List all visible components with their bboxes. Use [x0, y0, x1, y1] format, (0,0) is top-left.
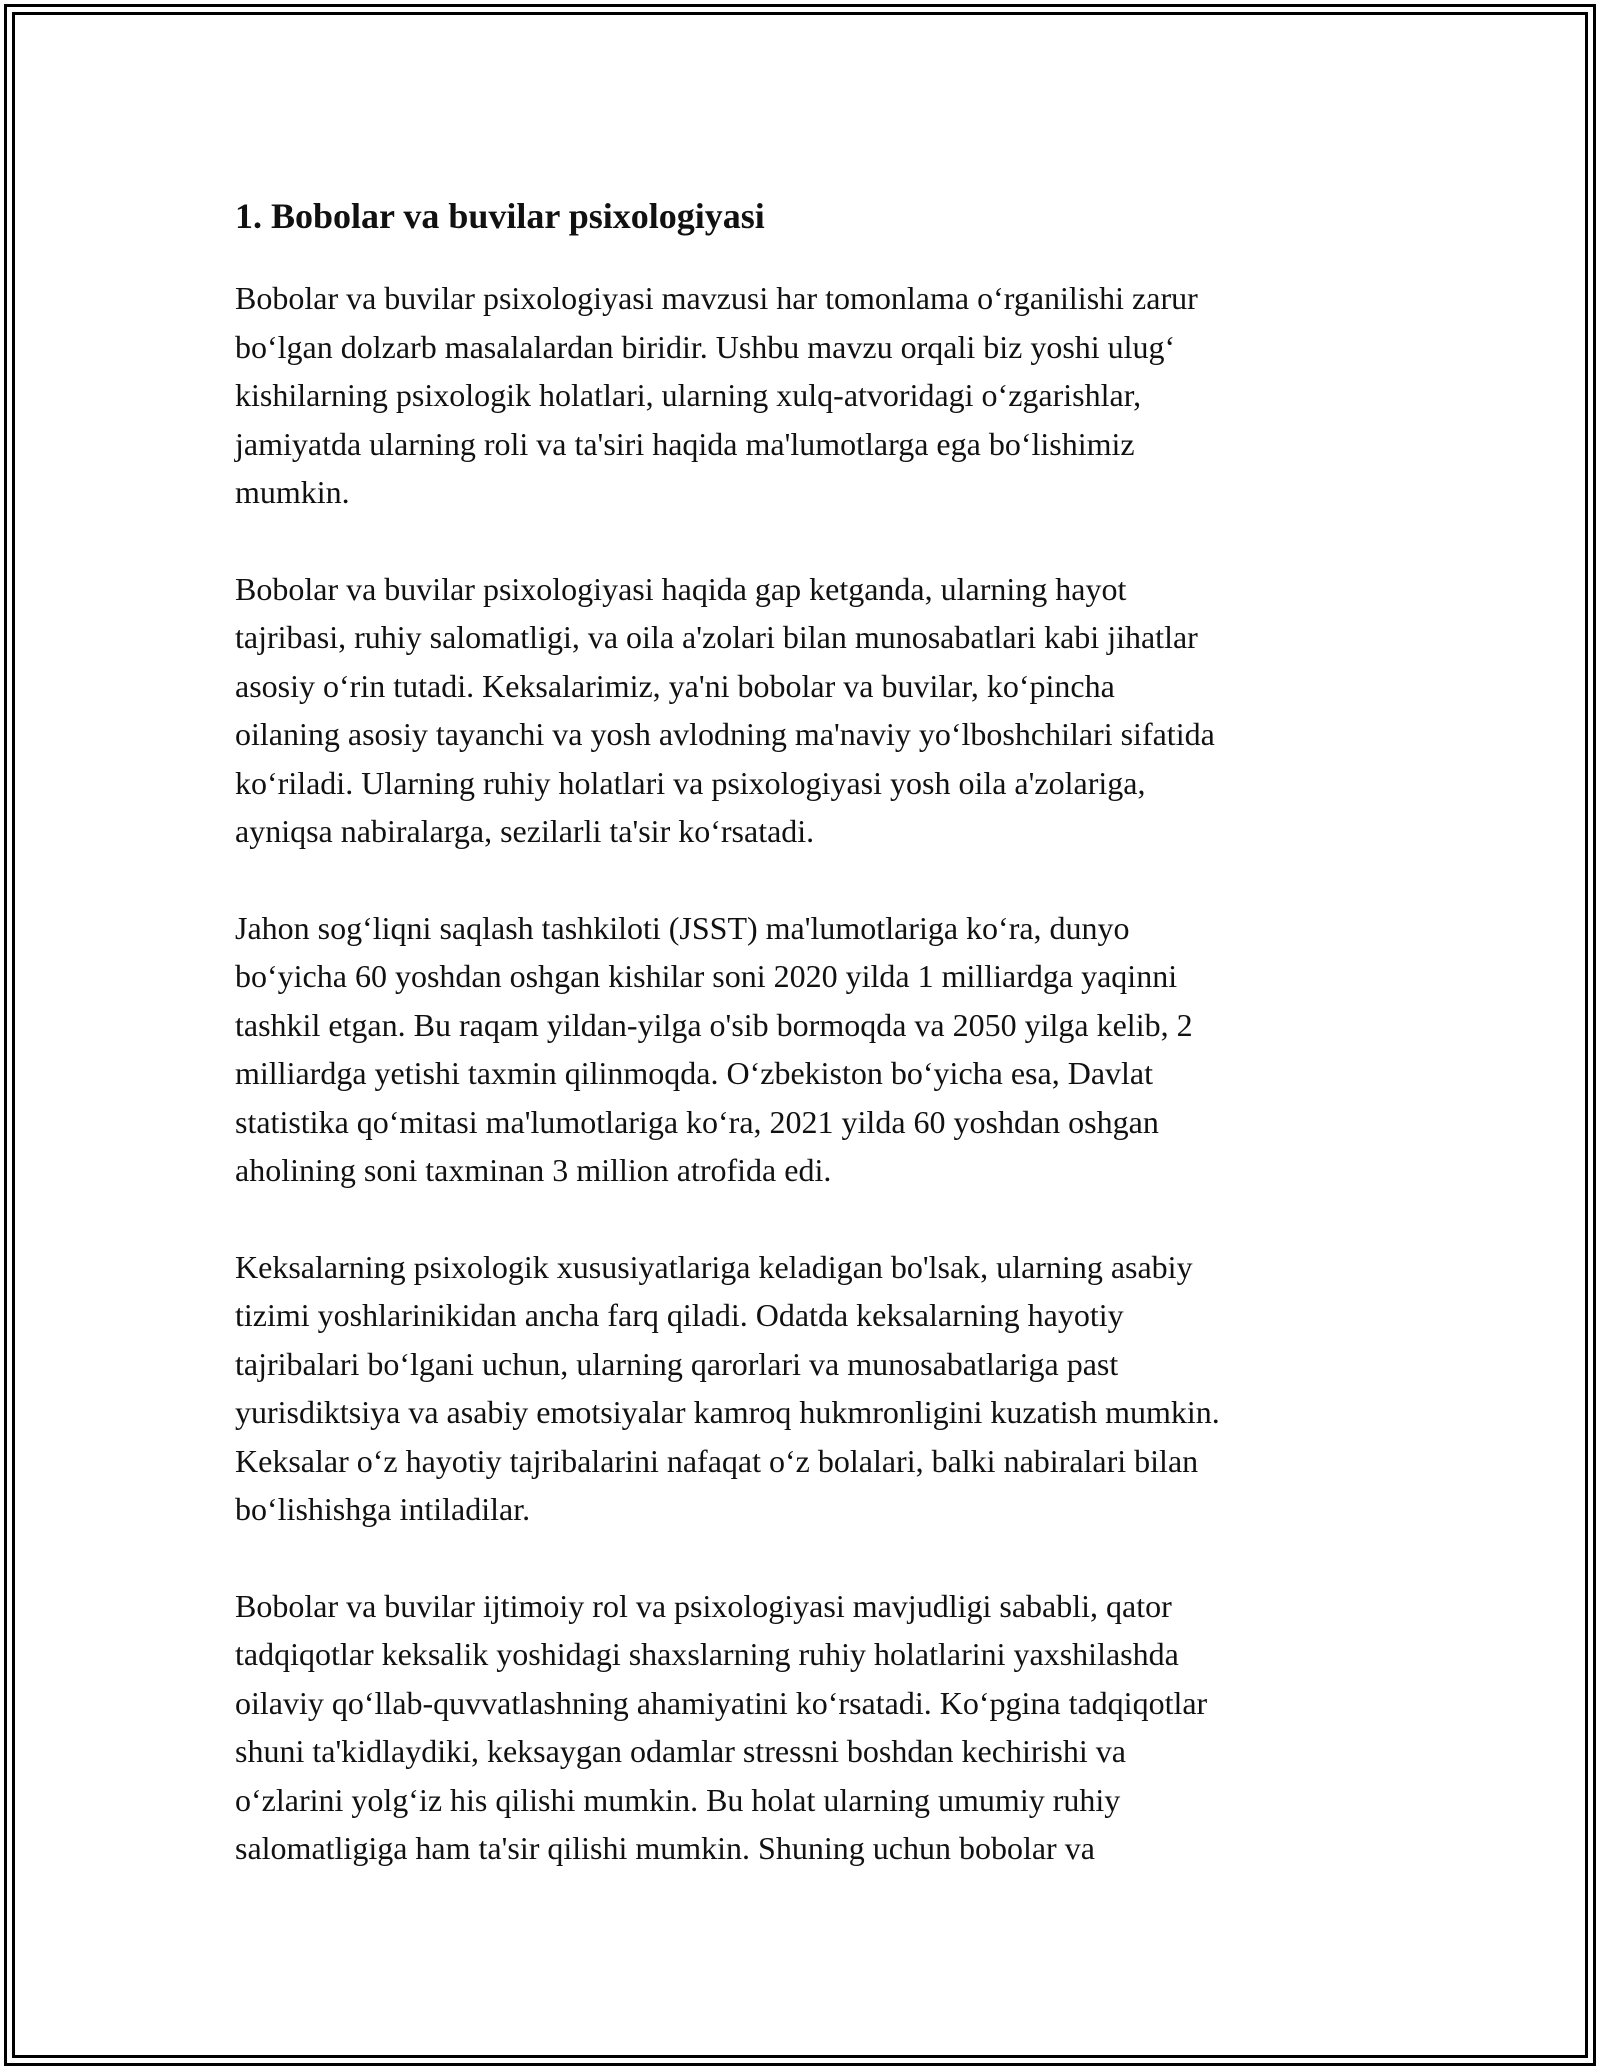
- paragraph-psychological-traits: Keksalarning psixologik xususiyatlariga keladigan bo'lsak, ularning asabiy tizimi yoshlarinikidan ancha farq qiladi. Odatda keksalarning hayotiy tajribalari boʻlgani uchun, ularning qarorlari va munosabatlariga past yurisdiktsiya va asabiy emotsiyalar kamroq hukmronligini kuzatish mumkin. Keksalar oʻz hayotiy tajribalarini nafaqat oʻz bolalari, balki nabiralari bilan boʻlishishga intiladilar.: [235, 1248, 1220, 1527]
- paragraph-life-experience: Bobolar va buvilar psixologiyasi haqida gap ketganda, ularning hayot tajribasi, ruhiy salomatligi, va oila a'zolari bilan munosabatlari kabi jihatlar asosiy oʻrin tutadi. Keksalarimiz, ya'ni bobolar va buvilar, koʻpincha oilaning asosiy tayanchi va yosh avlodning ma'naviy yoʻlboshchilari sifatida koʻriladi. Ularning ruhiy holatlari va psixologiyasi yosh oila a'zolariga, ayniqsa nabiralarga, sezilarli ta'sir koʻrsatadi.: [235, 570, 1215, 849]
- paragraph-statistics: Jahon sogʻliqni saqlash tashkiloti (JSST) ma'lumotlariga koʻra, dunyo boʻyicha 60 yoshdan oshgan kishilar soni 2020 yilda 1 milliardga yaqinni tashkil etgan. Bu raqam yildan-yilga o'sib bormoqda va 2050 yilga kelib, 2 milliardga yetishi taxmin qilinmoqda. Oʻzbekiston boʻyicha esa, Davlat statistika qoʻmitasi ma'lumotlariga koʻra, 2021 yilda 60 yoshdan oshgan aholining soni taxminan 3 million atrofida edi.: [235, 909, 1193, 1188]
- section-heading: 1. Bobolar va buvilar psixologiyasi: [235, 196, 765, 236]
- paragraph-intro: Bobolar va buvilar psixologiyasi mavzusi har tomonlama oʻrganilishi zarur boʻlgan dolzarb masalalardan biridir. Ushbu mavzu orqali biz yoshi ulugʻ kishilarning psixologik holatlari, ularning xulq-atvoridagi oʻzgarishlar, jamiyatda ularning roli va ta'siri haqida ma'lumotlarga ega boʻlishimiz mumkin.: [235, 280, 1198, 510]
- document-body: [235, 186, 1365, 1921]
- paragraph-social-role: Bobolar va buvilar ijtimoiy rol va psixologiyasi mavjudligi sababli, qator tadqiqotlar keksalik yoshidagi shaxslarning ruhiy holatlarini yaxshilashda oilaviy qoʻllab-quvvatlashning ahamiyatini koʻrsatadi. Koʻpgina tadqiqotlar shuni ta'kidlaydiki, keksaygan odamlar stressni boshdan kechirishi va oʻzlarini yolgʻiz his qilishi mumkin. Bu holat ularning umumiy ruhiy salomatligiga ham ta'sir qilishi mumkin. Shuning uchun bobolar va: [235, 1587, 1208, 1866]
